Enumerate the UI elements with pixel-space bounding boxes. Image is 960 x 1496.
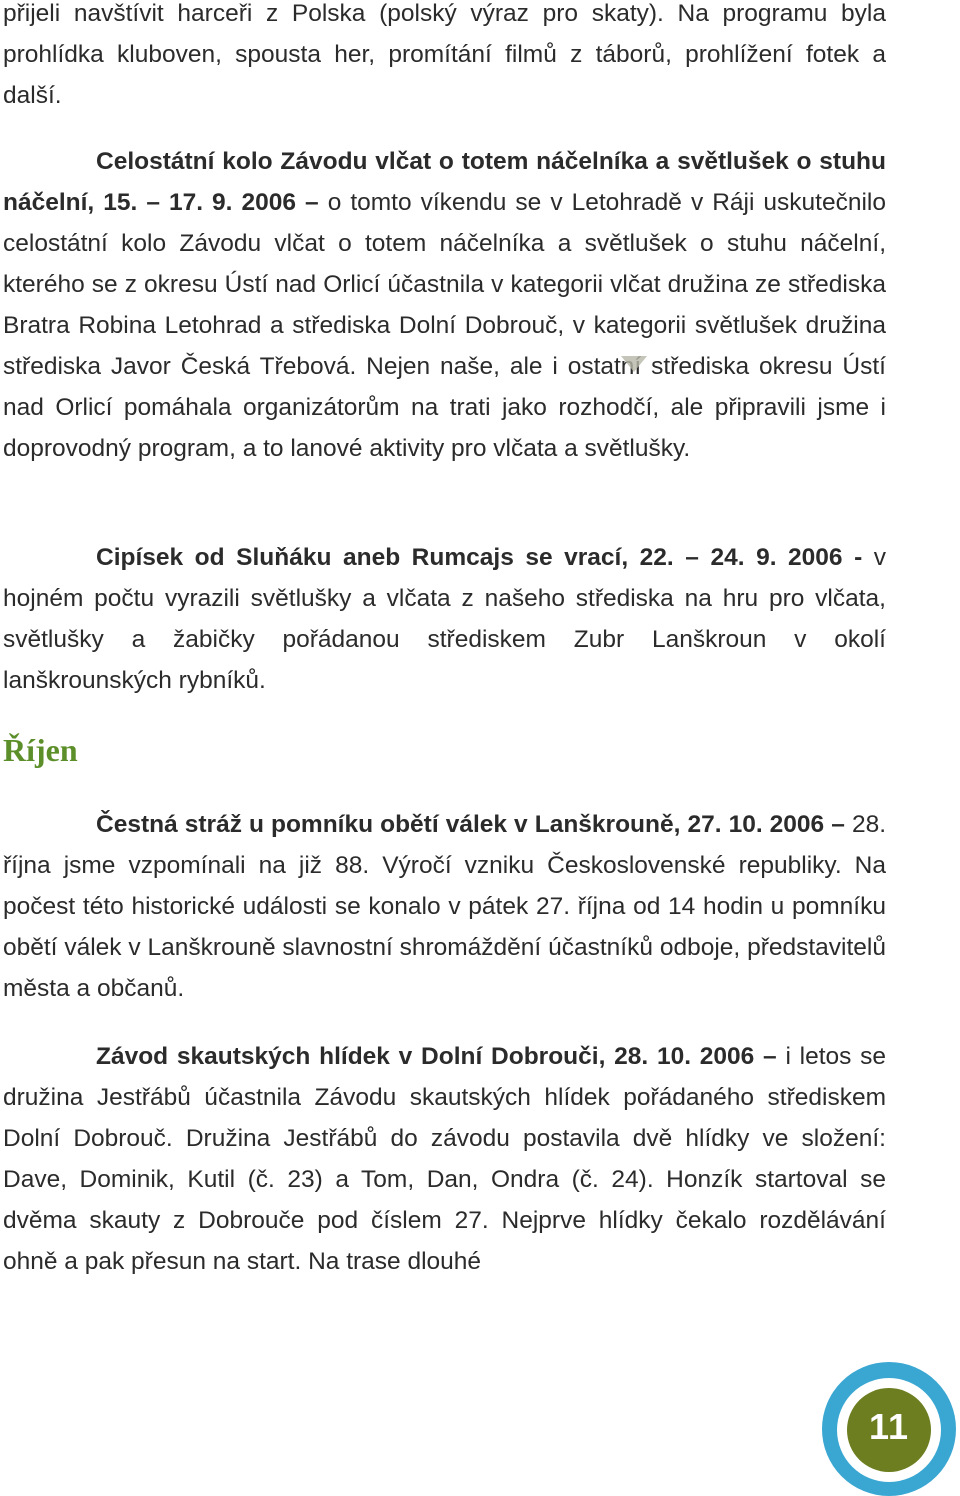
intro-text: přijeli navštívit harceři z Polska (polský výraz pro skaty). Na programu byla prohlídka kluboven, spousta her, promítání filmů z táborů, prohlížení fotek a další. (3, 0, 886, 109)
section-dash: – (831, 811, 845, 838)
section-date: 17. 9. 2006 (168, 189, 297, 216)
paragraph-intro (3, 0, 886, 116)
section-dash: – (305, 189, 319, 216)
section-title: Čestná stráž u pomníku obětí válek v Lanškrouně, 27. 10. 2006 (96, 811, 825, 838)
section-dash: – (685, 544, 699, 571)
section-body: o tomto víkendu se v Letohradě v Ráji uskutečnilo celostátní kolo Závodu vlčat o totem náčelníka a světlušek o stuhu náčelní, kterého se z okresu Ústí nad Orlicí účastnila v kategorii vlčat družina ze střediska Bratra Robina Letohrad a střediska Dolní Dobrouč, v kategorii světlušek družina střediska Javor Česká Třebová. Nejen naše, ale i ostatní střediska okresu Ústí nad Orlicí pomáhala organizátorům na trati jako rozhodčí, ale připravili jsme i doprovodný program, a to lanové aktivity pro vlčata a světlušky. (3, 189, 886, 462)
badge-ring (837, 1378, 941, 1482)
section-body: i letos se družina Jestřábů účastnila Závodu skautských hlídek pořádaného střediskem Dolní Dobrouč. Družina Jestřábů do závodu postavila dvě hlídky ve složení: Dave, Dominik, Kutil (č. 23) a Tom, Dan, Ondra (č. 24). Honzík startoval se dvěma skauty z Dobrouče pod číslem 27. Nejprve hlídky čekalo rozdělávání ohně a pak přesun na start. Na trase dlouhé (3, 1043, 887, 1275)
section-title: Cipísek od Sluňáku aneb Rumcajs se vrací, 22. (96, 544, 674, 571)
section-body: v hojném počtu vyrazili světlušky a vlčata z našeho střediska na hru pro vlčata, světlušky a žabičky pořádanou střediskem Zubr Lanškroun v okolí lanškrounských rybníků. (3, 544, 887, 694)
decorative-triangle-icon (621, 356, 647, 372)
section-date: 24. 9. 2006 - (710, 544, 863, 571)
section-zavod-hlidek (3, 1036, 886, 1282)
section-body: 28. října jsme vzpomínali na již 88. Výročí vzniku Československé republiky. Na počest této historické události se konalo v pátek 27. října od 14 hodin u pomníku obětí válek v Lanškrouně slavnostní shromáždění účastníků odboje, představitelů města a občanů. (3, 811, 887, 1002)
section-cipisek (3, 537, 886, 701)
page-number: 11 (868, 1406, 910, 1447)
section-dash: – (146, 189, 160, 216)
badge-core (847, 1388, 931, 1472)
section-cestna-straz (3, 804, 886, 1009)
month-heading: Říjen (3, 732, 78, 768)
section-dash: – (763, 1043, 777, 1070)
page-number-badge (822, 1362, 956, 1496)
section-title: Celostátní kolo Závodu vlčat o totem náčelníka a světlušek o stuhu náčelní, 15. (3, 148, 886, 216)
section-celostatni-kolo (3, 141, 886, 469)
section-title: Závod skautských hlídek v Dolní Dobrouči, 28. 10. 2006 (96, 1043, 755, 1070)
